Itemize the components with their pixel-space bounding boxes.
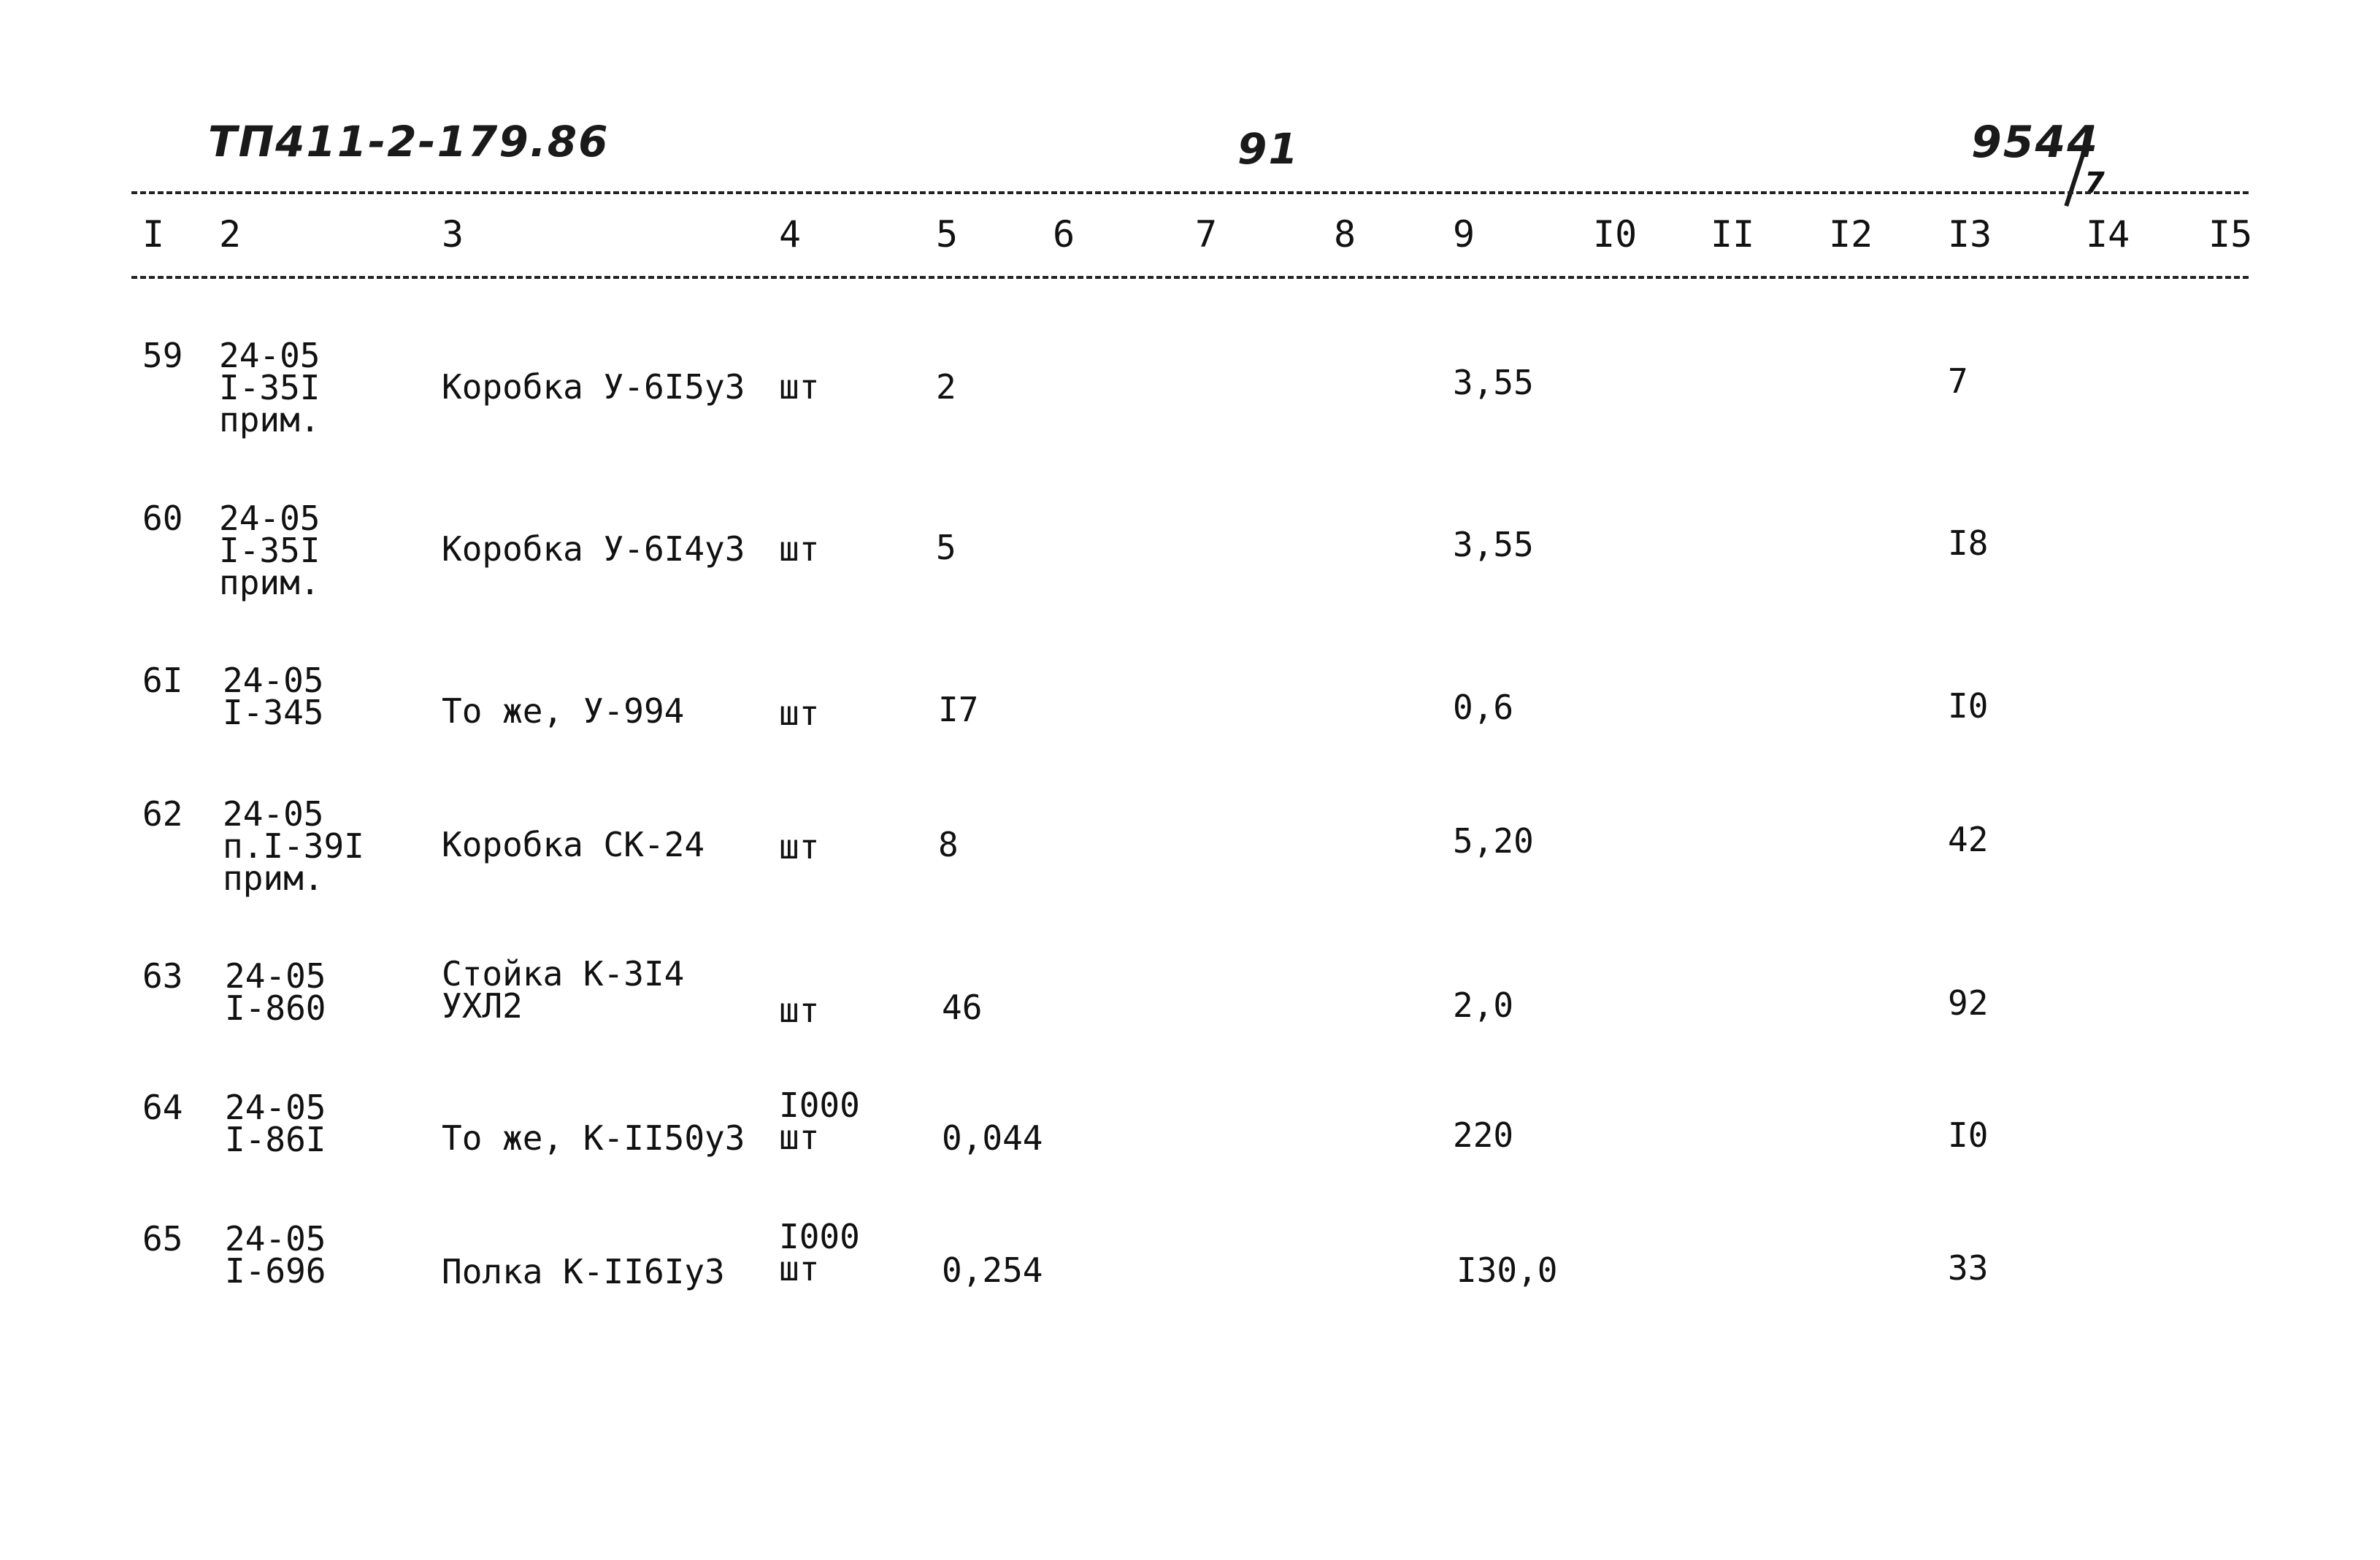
value-col13: 7 xyxy=(1948,361,1968,401)
item-name xyxy=(442,1118,745,1158)
item-name xyxy=(442,691,685,731)
item-code xyxy=(219,499,320,602)
item-code xyxy=(225,1088,326,1159)
column-number: 2 xyxy=(219,213,242,255)
value-col9: I30,0 xyxy=(1456,1250,1558,1290)
unit-line: шт xyxy=(779,1249,820,1288)
sheet-code-sub: 7 xyxy=(2084,166,2105,200)
row-number: 62 xyxy=(142,794,183,834)
quantity-col5: 46 xyxy=(942,988,983,1027)
item-code-line: I-86I xyxy=(225,1120,326,1159)
item-code-line: I-35I xyxy=(219,368,320,407)
unit xyxy=(779,827,820,867)
column-number: 4 xyxy=(779,213,802,255)
item-code-line: 24-05 xyxy=(223,794,324,834)
item-name-line: Стойка К-3I4 xyxy=(442,954,685,994)
item-code-line: I-860 xyxy=(225,988,326,1028)
item-code xyxy=(225,1219,326,1291)
item-name-line: То же, У-994 xyxy=(442,691,685,731)
unit-line: шт xyxy=(779,1118,820,1157)
unit xyxy=(779,1086,860,1157)
unit xyxy=(779,367,820,407)
row-number: 59 xyxy=(142,336,183,375)
unit-line: I000 xyxy=(779,1217,860,1256)
unit-line: шт xyxy=(779,693,820,733)
item-name-line: Коробка У-6I4у3 xyxy=(442,529,745,569)
item-name xyxy=(442,825,705,864)
quantity-col5: 5 xyxy=(936,528,956,567)
column-number: I xyxy=(142,213,165,255)
quantity-col5: 0,044 xyxy=(942,1118,1043,1158)
item-code-line: 24-05 xyxy=(219,336,320,375)
unit xyxy=(779,693,820,733)
value-col13: I0 xyxy=(1948,686,1989,726)
column-number: I2 xyxy=(1829,213,1873,255)
unit-line: шт xyxy=(779,991,820,1030)
value-col9: 2,0 xyxy=(1453,985,1514,1025)
item-code-line: п.I-39I xyxy=(223,826,364,866)
item-code-line: 24-05 xyxy=(219,499,320,538)
page-number: 91 xyxy=(1237,124,1300,174)
quantity-col5: I7 xyxy=(938,690,979,729)
unit-line: I000 xyxy=(779,1086,860,1125)
document-code: ТП411-2-179.86 xyxy=(208,117,610,166)
unit-line: шт xyxy=(779,367,820,407)
value-col9: 3,55 xyxy=(1453,363,1534,402)
item-name-line: То же, К-II50у3 xyxy=(442,1118,745,1158)
value-col13: I8 xyxy=(1948,523,1989,563)
header-rule-bottom xyxy=(131,276,2249,279)
item-code-line: прим. xyxy=(219,400,320,439)
row-number: 63 xyxy=(142,956,183,996)
item-name-line: Коробка СК-24 xyxy=(442,825,705,864)
row-number: 6I xyxy=(142,661,183,700)
header-rule-top xyxy=(131,191,2249,194)
item-name-line: УХЛ2 xyxy=(442,986,523,1026)
item-code-line: 24-05 xyxy=(225,956,326,996)
item-name-line: Коробка У-6I5у3 xyxy=(442,367,745,407)
item-code-line: I-35I xyxy=(219,531,320,570)
unit xyxy=(779,991,820,1030)
row-number: 65 xyxy=(142,1219,183,1259)
column-number: 6 xyxy=(1053,213,1075,255)
item-code xyxy=(225,956,326,1028)
item-name xyxy=(442,954,685,1026)
value-col13: 42 xyxy=(1948,820,1989,859)
item-code-line: I-696 xyxy=(225,1251,326,1291)
item-code-line: 24-05 xyxy=(223,661,324,700)
unit xyxy=(779,1217,860,1288)
quantity-col5: 0,254 xyxy=(942,1250,1043,1290)
column-number: 3 xyxy=(442,213,464,255)
column-number: II xyxy=(1711,213,1755,255)
value-col9: 5,20 xyxy=(1453,821,1534,861)
unit xyxy=(779,529,820,569)
column-number: I4 xyxy=(2086,213,2130,255)
value-col13: I0 xyxy=(1948,1115,1989,1155)
item-code xyxy=(219,336,320,439)
item-code-line: 24-05 xyxy=(225,1088,326,1127)
column-number: 9 xyxy=(1453,213,1475,255)
value-col9: 220 xyxy=(1453,1115,1514,1155)
sheet-code: 9544 xyxy=(1971,117,2099,168)
quantity-col5: 2 xyxy=(936,367,956,407)
value-col13: 92 xyxy=(1948,983,1989,1023)
column-number: I5 xyxy=(2208,213,2253,255)
item-code-line: прим. xyxy=(219,563,320,602)
item-code-line: прим. xyxy=(223,858,324,898)
value-col13: 33 xyxy=(1948,1248,1989,1288)
item-code xyxy=(223,661,324,732)
column-number: 5 xyxy=(936,213,959,255)
row-number: 64 xyxy=(142,1088,183,1127)
item-name-line: Полка К-II6Iу3 xyxy=(442,1252,725,1291)
row-number: 60 xyxy=(142,499,183,538)
value-col9: 3,55 xyxy=(1453,525,1534,564)
item-code-line: 24-05 xyxy=(225,1219,326,1259)
item-code xyxy=(223,794,364,898)
item-name xyxy=(442,1252,725,1291)
item-code-line: I-345 xyxy=(223,693,324,732)
item-name xyxy=(442,529,745,569)
unit-line: шт xyxy=(779,827,820,867)
column-number: I0 xyxy=(1593,213,1638,255)
column-number: 7 xyxy=(1195,213,1218,255)
column-number: 8 xyxy=(1334,213,1356,255)
quantity-col5: 8 xyxy=(938,825,959,864)
column-number: I3 xyxy=(1948,213,1992,255)
item-name xyxy=(442,367,745,407)
value-col9: 0,6 xyxy=(1453,688,1514,727)
unit-line: шт xyxy=(779,529,820,569)
